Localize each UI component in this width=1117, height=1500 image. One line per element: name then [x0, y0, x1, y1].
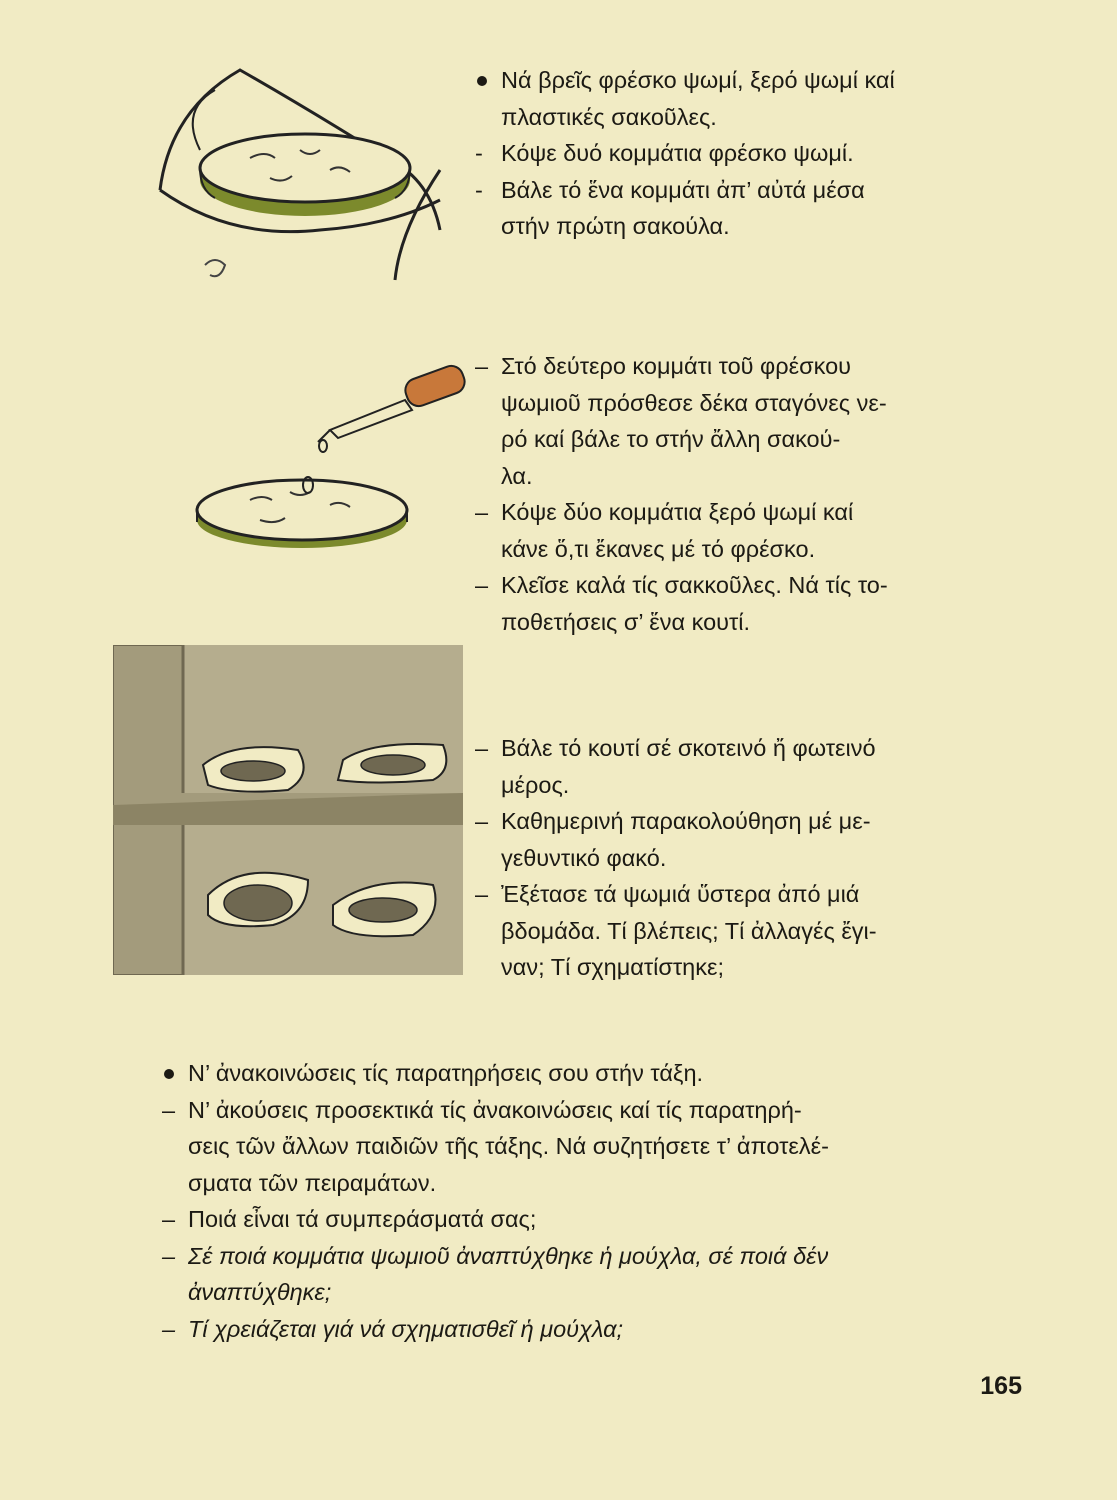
dash-marker: –	[162, 1096, 176, 1123]
instruction-9: – Ἐξέτασε τά ψωμιά ὕστερα ἀπό μιά	[475, 876, 1045, 913]
section-1-instructions	[475, 62, 1035, 245]
section-2-instructions: – Στό δεύτερο κομμάτι τοῦ φρέσκου ψωμιοῦ πρόσθεσε δέκα σταγόνες νε- ρό καί βάλε το στήν ἄλλη σακού- λα. – Κόψε δύο κομμάτια ξερό ψωμί καί κάνε ὅ,τι ἔκανες μέ τό φρέσκο. – Κλεῖσε καλά τίς σακκοῦλες. Νά τίς το- ποθετήσεις σ’ ἕνα κουτί.	[475, 348, 1045, 640]
dash-marker: -	[475, 140, 483, 166]
instruction-1-cont: πλαστικές σακοῦλες.	[501, 103, 717, 130]
dash-marker: –	[475, 499, 489, 525]
instruction-6: – Κλεῖσε καλά τίς σακκοῦλες. Νά τίς το-	[475, 567, 1045, 604]
dash-marker: –	[475, 353, 489, 379]
instruction-7: – Βάλε τό κουτί σέ σκοτεινό ἤ φωτεινό	[475, 730, 1045, 767]
dropper-bread-illustration	[190, 360, 490, 550]
dash-marker: –	[162, 1242, 176, 1269]
instruction-1: Νά βρεῖς φρέσκο ψωμί, ξερό ψωμί καί	[475, 62, 1035, 99]
instruction-2: - Κόψε δυό κομμάτια φρέσκο ψωμί.	[475, 135, 1035, 172]
question-1: – Σέ ποιά κομμάτια ψωμιοῦ ἀναπτύχθηκε ἡ μούχλα, σέ ποιά δέν	[162, 1238, 1042, 1275]
discussion-1: Ν’ ἀνακοινώσεις τίς παρατηρήσεις σου στήν τάξη.	[162, 1055, 1042, 1092]
instruction-8: – Καθημερινή παρακολούθηση μέ με-	[475, 803, 1045, 840]
instruction-4: – Στό δεύτερο κομμάτι τοῦ φρέσκου	[475, 348, 1045, 385]
dash-marker: –	[475, 808, 489, 834]
instruction-3: - Βάλε τό ἕνα κομμάτι ἀπ’ αὐτά μέσα	[475, 172, 1035, 209]
dash-marker: -	[475, 176, 483, 203]
box-with-bags-illustration	[113, 645, 463, 975]
section-4-discussion: Ν’ ἀνακοινώσεις τίς παρατηρήσεις σου στήν τάξη. – Ν’ ἀκούσεις προσεκτικά τίς ἀνακοινώσεις καί τίς παρατηρή- σεις τῶν ἄλλων παιδιῶν τῆς τάξης. Νά συζητήσετε τ’ ἀποτελέ- σματα τῶν πειραμάτων. – Ποιά εἶναι τά συμπεράσματά σας; – Σέ ποιά κομμάτια ψωμιοῦ ἀναπτύχθηκε ἡ μούχλα, σέ ποιά δέν ἀναπτύχθηκε; – Τί χρειάζεται γιά νά σχηματισθεῖ ἡ μούχλα;	[162, 1055, 1042, 1347]
discussion-3: – Ποιά εἶναι τά συμπεράσματά σας;	[162, 1201, 1042, 1238]
bullet-marker	[164, 1069, 174, 1079]
instruction-3-cont: στήν πρώτη σακούλα.	[501, 213, 730, 239]
page-number: 165	[980, 1372, 1022, 1400]
dash-marker: –	[162, 1315, 176, 1342]
bread-in-bag-illustration	[140, 50, 480, 300]
dash-marker: –	[162, 1206, 176, 1232]
section-3-instructions: – Βάλε τό κουτί σέ σκοτεινό ἤ φωτεινό μέρος. – Καθημερινή παρακολούθηση μέ με- γεθυντικό φακό. – Ἐξέτασε τά ψωμιά ὕστερα ἀπό μιά βδομάδα. Τί βλέπεις; Τί ἀλλαγές ἔγι- ναν; Τί σχηματίστηκε;	[475, 730, 1045, 986]
dash-marker: –	[475, 881, 489, 907]
instruction-5: – Κόψε δύο κομμάτια ξερό ψωμί καί	[475, 494, 1045, 531]
discussion-2: – Ν’ ἀκούσεις προσεκτικά τίς ἀνακοινώσεις καί τίς παρατηρή-	[162, 1092, 1042, 1129]
question-2: – Τί χρειάζεται γιά νά σχηματισθεῖ ἡ μούχλα;	[162, 1311, 1042, 1348]
bullet-marker	[477, 76, 487, 86]
dash-marker: –	[475, 735, 489, 761]
dash-marker: –	[475, 572, 489, 598]
